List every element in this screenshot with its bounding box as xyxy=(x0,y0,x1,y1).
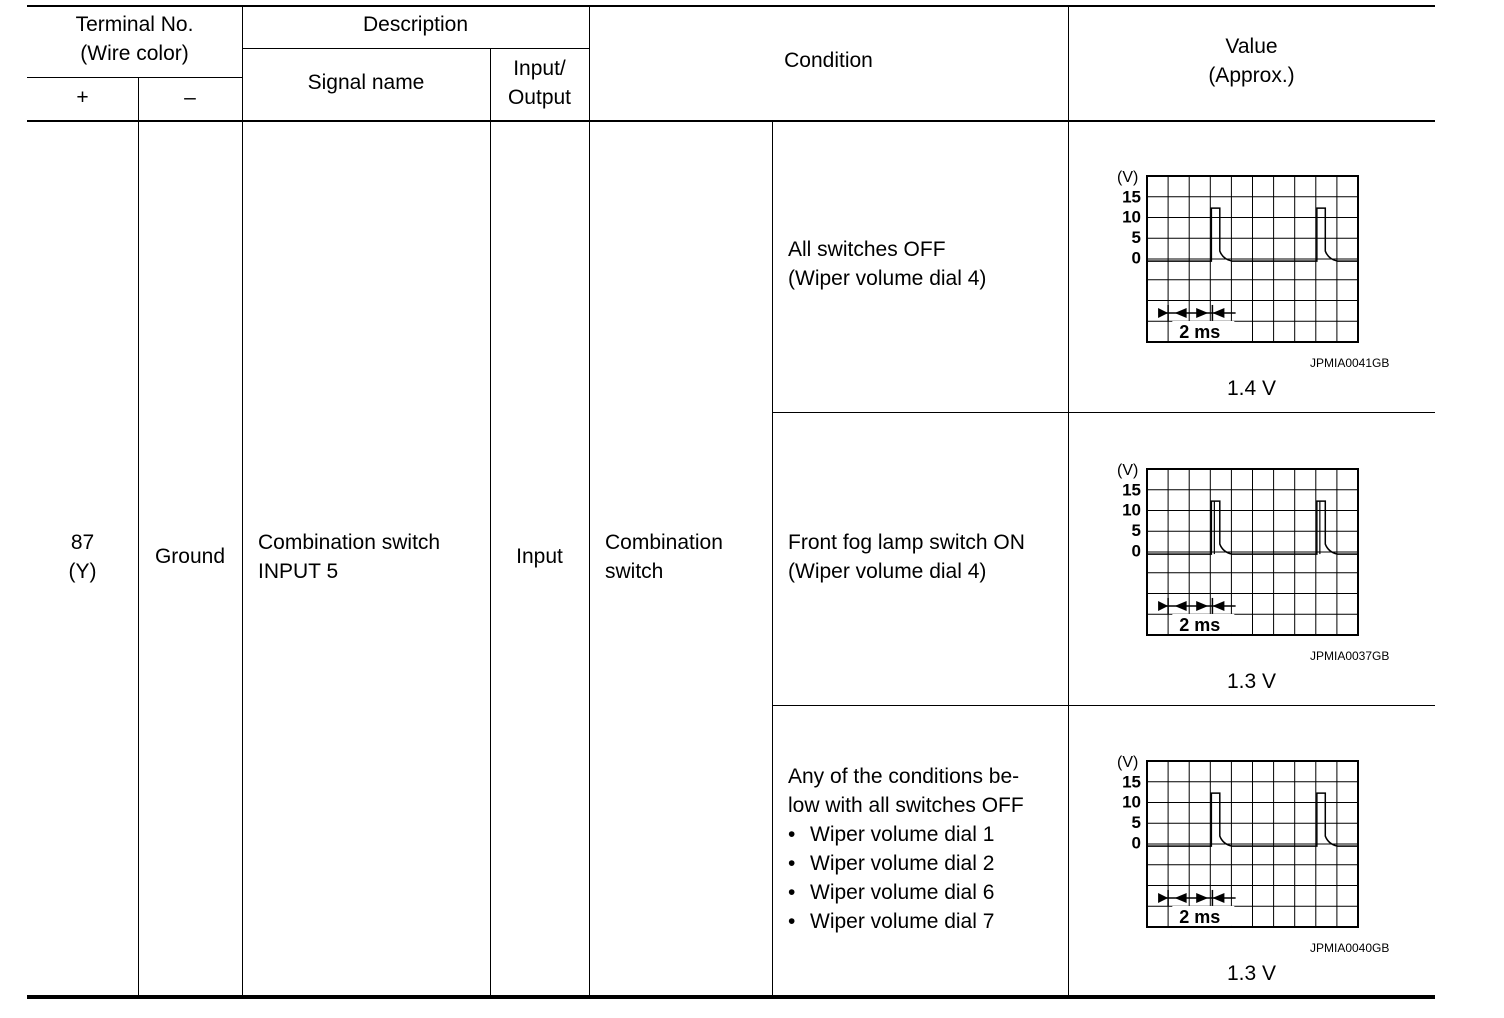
oscilloscope-waveform-1 xyxy=(1100,160,1400,360)
bullet-item: • Wiper volume dial 2 xyxy=(788,849,994,878)
oscilloscope-waveform-2 xyxy=(1100,453,1400,653)
scope-tick-label: 0 xyxy=(1131,541,1141,561)
header-signal-name: Signal name xyxy=(307,71,425,94)
image-code-2: JPMIA0037GB xyxy=(1310,649,1390,663)
header-input-output-1: Input/ xyxy=(513,57,566,80)
condition-3-line-1: Any of the conditions be- xyxy=(788,765,1020,788)
scope-tick-label: 10 xyxy=(1122,500,1141,520)
scope-grid xyxy=(1147,176,1358,342)
ground-label: Ground xyxy=(154,545,226,568)
header-input-output-2: Output xyxy=(507,86,572,109)
scope-time-label: 2 ms xyxy=(1179,614,1221,635)
header-description: Description xyxy=(362,13,469,36)
cond-sep-1 xyxy=(772,412,1435,413)
scope-tick-label: 5 xyxy=(1131,521,1141,541)
value-3: 1.3 V xyxy=(1226,962,1277,985)
condition-1-line-2: (Wiper volume dial 4) xyxy=(788,267,987,290)
header-condition: Condition xyxy=(784,49,873,72)
scope-tick-label: 15 xyxy=(1122,187,1141,207)
condition-2-line-2: (Wiper volume dial 4) xyxy=(788,560,987,583)
scope-time-marker xyxy=(1158,598,1236,614)
scope-time-marker xyxy=(1158,305,1236,321)
value-1: 1.4 V xyxy=(1226,377,1277,400)
header-terminal-no: Terminal No. xyxy=(75,13,194,36)
condition-3-line-2: low with all switches OFF xyxy=(788,794,1024,817)
col-sep-description xyxy=(589,5,590,995)
header-wire-color: (Wire color) xyxy=(80,42,189,65)
bottom-rule xyxy=(27,995,1435,999)
scope-time-label: 2 ms xyxy=(1179,906,1221,927)
top-rule xyxy=(27,5,1435,7)
header-value-2: (Approx.) xyxy=(1208,64,1295,87)
value-2: 1.3 V xyxy=(1226,670,1277,693)
image-code-1: JPMIA0041GB xyxy=(1310,356,1390,370)
condition-3-bullets xyxy=(788,820,994,936)
condition-main-line-1: Combination xyxy=(605,531,723,554)
col-sep-plus-minus xyxy=(138,77,139,995)
condition-main-line-2: switch xyxy=(605,560,664,583)
oscilloscope-waveform-3 xyxy=(1100,745,1400,945)
bullet-item: • Wiper volume dial 7 xyxy=(788,907,994,936)
scope-unit-label: (V) xyxy=(1117,462,1139,479)
terminal-number: 87 xyxy=(70,531,95,554)
scope-grid xyxy=(1147,469,1358,635)
header-value-1: Value xyxy=(1225,35,1278,58)
cond-sep-2 xyxy=(772,705,1435,706)
scope-time-label: 2 ms xyxy=(1179,321,1221,342)
col-sep-signal xyxy=(490,48,491,995)
scope-tick-label: 10 xyxy=(1122,792,1141,812)
condition-2-line-1: Front fog lamp switch ON xyxy=(788,531,1025,554)
image-code-3: JPMIA0040GB xyxy=(1310,941,1390,955)
scope-tick-label: 5 xyxy=(1131,228,1141,248)
signal-name-line-1: Combination switch xyxy=(258,531,441,554)
header-rule xyxy=(27,120,1435,122)
description-sub-rule xyxy=(242,48,589,49)
header-minus: – xyxy=(184,86,196,109)
terminal-sub-rule xyxy=(27,77,242,78)
col-sep-terminal xyxy=(242,5,243,995)
bullet-item: • Wiper volume dial 6 xyxy=(788,878,994,907)
condition-1-line-1: All switches OFF xyxy=(788,238,946,261)
wire-color: (Y) xyxy=(68,560,97,583)
scope-tick-label: 0 xyxy=(1131,833,1141,853)
scope-time-marker xyxy=(1158,890,1236,906)
scope-tick-label: 15 xyxy=(1122,772,1141,792)
io-value: Input xyxy=(516,545,563,568)
col-sep-value xyxy=(1068,5,1069,995)
scope-tick-label: 15 xyxy=(1122,480,1141,500)
header-plus: + xyxy=(76,86,89,109)
scope-unit-label: (V) xyxy=(1117,169,1139,186)
scope-tick-label: 5 xyxy=(1131,813,1141,833)
col-sep-condition-inner xyxy=(772,120,773,995)
scope-grid xyxy=(1147,761,1358,927)
scope-tick-label: 10 xyxy=(1122,207,1141,227)
scope-unit-label: (V) xyxy=(1117,754,1139,771)
scope-tick-label: 0 xyxy=(1131,248,1141,268)
signal-name-line-2: INPUT 5 xyxy=(258,560,339,583)
bullet-item: • Wiper volume dial 1 xyxy=(788,820,994,849)
